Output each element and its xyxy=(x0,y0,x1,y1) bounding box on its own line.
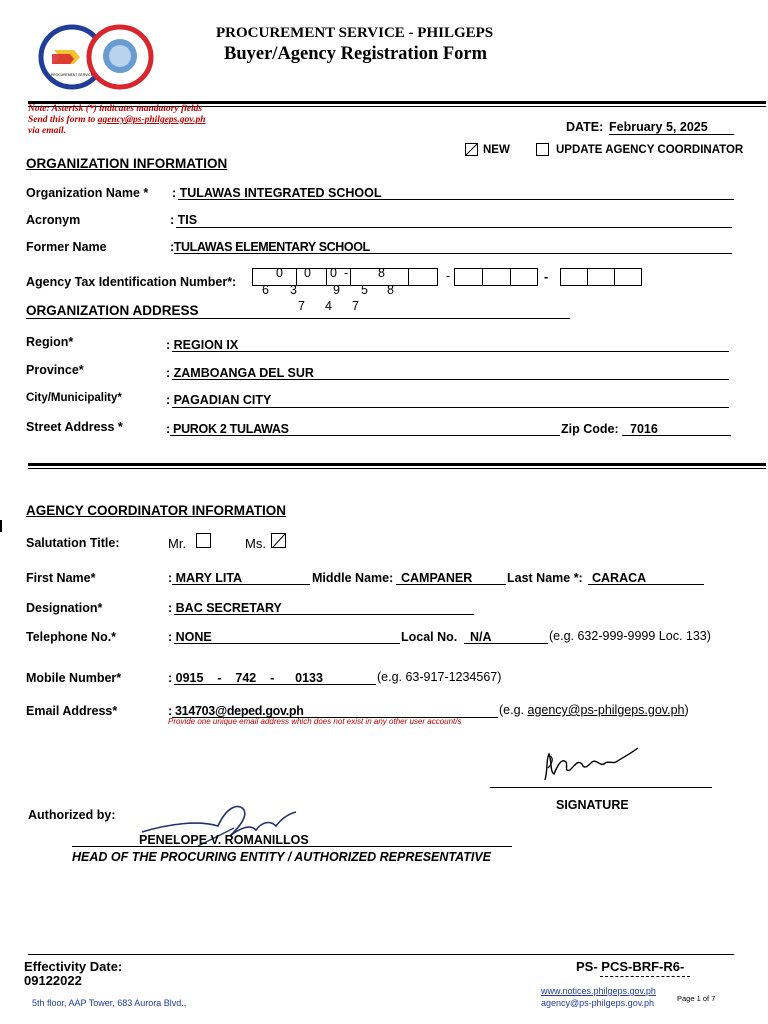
ms-checkbox[interactable] xyxy=(271,533,286,548)
ps-logo xyxy=(38,24,154,90)
last-name-value[interactable]: CARACA xyxy=(592,571,647,585)
email-example-link[interactable]: agency@ps-philgeps.gov.ph xyxy=(527,703,685,717)
mobile-value[interactable]: : 0915 - 742 - 0133 xyxy=(168,671,323,685)
tin-digit: 8 xyxy=(378,266,385,280)
tin-digit: 4 xyxy=(325,299,332,313)
tin-digit: 9 xyxy=(333,283,340,297)
ms-label: Ms. xyxy=(245,536,266,551)
authorized-name: PENELOPE V. ROMANILLOS xyxy=(139,833,309,847)
mobile-example: (e.g. 63-917-1234567) xyxy=(377,670,502,684)
org-name-label: Organization Name * xyxy=(26,186,149,200)
tin-dash-2: - xyxy=(544,270,549,284)
middle-name-value[interactable]: CAMPANER xyxy=(401,571,473,585)
date-label: DATE: xyxy=(566,120,604,134)
tin-digit: 8 xyxy=(387,283,394,297)
first-name-label: First Name* xyxy=(26,571,96,585)
region-label: Region* xyxy=(26,335,74,349)
logo-text: PROCUREMENT SERVICE xyxy=(50,73,94,77)
former-name-value[interactable]: :TULAWAS ELEMENTARY SCHOOL xyxy=(170,240,370,254)
form-agency-title: PROCUREMENT SERVICE - PHILGEPS xyxy=(216,25,494,41)
last-name-label: Last Name *: xyxy=(507,571,583,585)
update-coordinator-label: UPDATE AGENCY COORDINATOR xyxy=(556,144,744,156)
street-value[interactable]: : PUROK 2 TULAWAS xyxy=(166,422,289,436)
tin-dash-1: - xyxy=(446,269,451,283)
footer-website-link[interactable]: www.notices.philgeps.gov.ph xyxy=(541,986,656,996)
tin-digit: 7 xyxy=(352,299,359,313)
tin-digit: - xyxy=(344,266,349,280)
new-label: NEW xyxy=(483,144,510,156)
tin-digit: 0 xyxy=(276,266,283,280)
designation-value[interactable]: : BAC SECRETARY xyxy=(168,601,282,615)
form-title: Buyer/Agency Registration Form xyxy=(224,44,488,64)
tin-digit: 7 xyxy=(298,299,305,313)
authorized-by-label: Authorized by: xyxy=(28,808,116,822)
email-label: Email Address* xyxy=(26,704,118,718)
new-checkbox[interactable] xyxy=(465,143,478,156)
effectivity-value: 09122022 xyxy=(24,973,82,988)
city-label: City/Municipality* xyxy=(26,392,122,404)
date-value: February 5, 2025 xyxy=(609,120,734,135)
notes-email-link[interactable]: agency@ps-philgeps.gov.ph xyxy=(97,115,206,125)
tin-digit: 0 xyxy=(304,266,311,280)
footer-email[interactable]: agency@ps-philgeps.gov.ph xyxy=(541,998,655,1008)
section-divider xyxy=(28,463,766,466)
former-name-label: Former Name xyxy=(26,240,107,254)
tin-digit: 3 xyxy=(290,283,297,297)
telephone-value[interactable]: : NONE xyxy=(168,630,212,644)
coordinator-heading: AGENCY COORDINATOR INFORMATION xyxy=(26,503,287,518)
authorized-title: HEAD OF THE PROCURING ENTITY / AUTHORIZED REPRESENTATIVE xyxy=(72,850,492,864)
address-heading: ORGANIZATION ADDRESS xyxy=(26,303,199,318)
tin-digit: 0 xyxy=(330,266,337,280)
telephone-example: (e.g. 632-999-9999 Loc. 133) xyxy=(549,629,711,643)
acronym-label: Acronym xyxy=(26,213,81,227)
tin-digit: 6 xyxy=(262,283,269,297)
org-name-value[interactable]: : TULAWAS INTEGRATED SCHOOL xyxy=(172,186,382,200)
email-value[interactable]: : 314703@deped.gov.ph xyxy=(168,704,304,718)
footer-address: 5th floor, AAP Tower, 683 Aurora Blvd., xyxy=(32,998,187,1008)
page-number: Page 1 of 7 xyxy=(677,994,716,1003)
local-number-label: Local No. xyxy=(401,630,458,644)
mr-label: Mr. xyxy=(168,536,187,551)
first-name-value[interactable]: : MARY LITA xyxy=(168,571,243,585)
telephone-label: Telephone No.* xyxy=(26,630,117,644)
middle-name-label: Middle Name: xyxy=(312,571,394,585)
footer-rule xyxy=(28,954,734,955)
mandatory-note: Note: Asterisk (*) indicates mandatory fields Send this form to agency@ps-philgeps.gov.ph via email. xyxy=(28,104,206,136)
form-code: PS- PCS-BRF-R6- xyxy=(576,959,685,974)
zip-value[interactable]: 7016 xyxy=(630,422,658,436)
tin-digit: 5 xyxy=(361,283,368,297)
effectivity-label: Effectivity Date: xyxy=(24,959,123,974)
update-coordinator-checkbox[interactable] xyxy=(536,143,549,156)
tin-box-group-2[interactable] xyxy=(454,268,538,286)
street-label: Street Address * xyxy=(26,420,123,434)
salutation-label: Salutation Title: xyxy=(26,536,120,550)
signature-label: SIGNATURE xyxy=(556,798,629,812)
province-value[interactable]: : ZAMBOANGA DEL SUR xyxy=(166,366,314,380)
coordinator-signature xyxy=(540,744,650,786)
mr-checkbox[interactable] xyxy=(196,533,211,548)
region-value[interactable]: : REGION IX xyxy=(166,338,239,352)
email-example: (e.g. agency@ps-philgeps.gov.ph) xyxy=(499,703,689,717)
province-label: Province* xyxy=(26,363,84,377)
local-number-value[interactable]: N/A xyxy=(470,630,492,644)
designation-label: Designation* xyxy=(26,601,103,615)
tin-label: Agency Tax Identification Number*: xyxy=(26,275,237,289)
acronym-value[interactable]: : TIS xyxy=(170,213,198,227)
tin-box-group-3[interactable] xyxy=(560,268,642,286)
mobile-label: Mobile Number* xyxy=(26,671,122,685)
email-note: Provide one unique email address which does not exist in any other user account/s xyxy=(168,717,462,726)
zip-label: Zip Code: xyxy=(561,422,619,436)
city-value[interactable]: : PAGADIAN CITY xyxy=(166,393,272,407)
organization-heading: ORGANIZATION INFORMATION xyxy=(26,156,228,171)
